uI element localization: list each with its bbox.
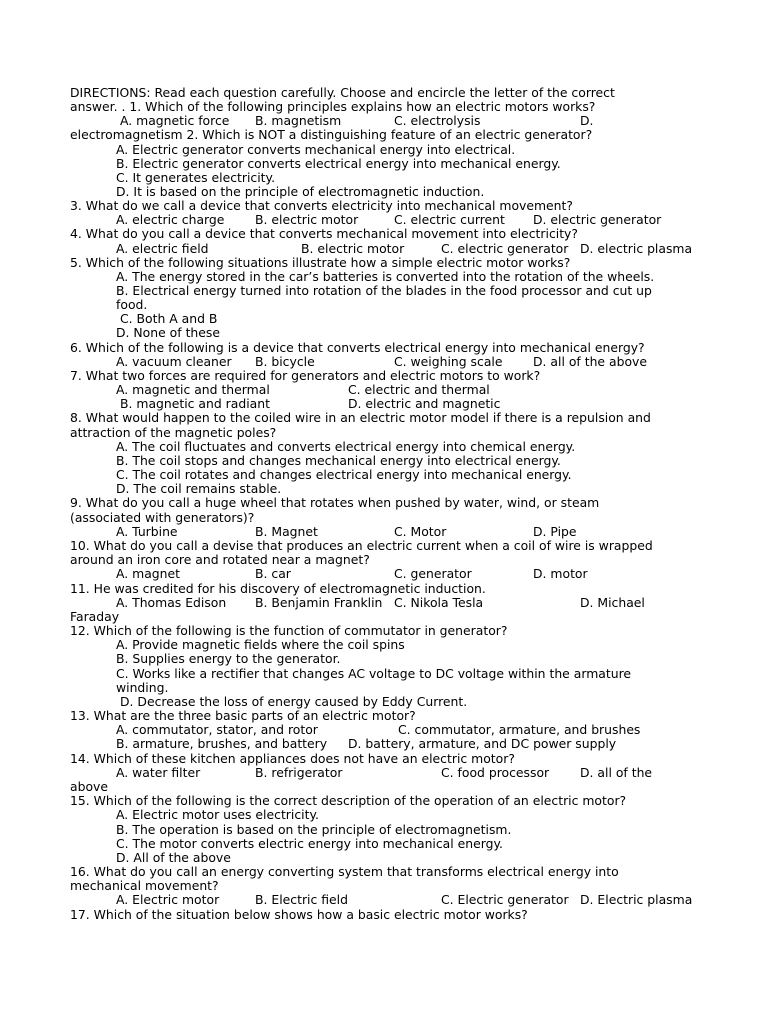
q14-option-d-cont: above — [70, 779, 108, 794]
q5-option-b-cont: food. — [116, 297, 148, 312]
q15-option-a: A. Electric motor uses electricity. — [116, 807, 319, 822]
q11-option-d-cont: Faraday — [70, 609, 120, 624]
q13-option-d: D. battery, armature, and DC power supply — [348, 736, 617, 751]
q8-option-c: C. The coil rotates and changes electrical energy into mechanical energy. — [116, 467, 572, 482]
q7-option-b: B. magnetic and radiant — [120, 396, 270, 411]
q9-question: 9. What do you call a huge wheel that rotates when pushed by water, wind, or steam — [70, 495, 600, 510]
q6-question: 6. Which of the following is a device that converts electrical energy into mechanical energy? — [70, 340, 645, 355]
q12-option-a: A. Provide magnetic fields where the coil spins — [116, 637, 405, 652]
q2-option-a: A. Electric generator converts mechanical energy into electrical. — [116, 142, 516, 157]
q10-option-d: D. motor — [533, 566, 588, 581]
q4-option-a: A. electric field — [116, 241, 209, 256]
q15-question: 15. Which of the following is the correct description of the operation of an electric motor? — [70, 793, 627, 808]
q11-question: 11. He was credited for his discovery of electromagnetic induction. — [70, 581, 486, 596]
q17-question: 17. Which of the situation below shows how a basic electric motor works? — [70, 907, 528, 922]
q12-option-c-cont: winding. — [116, 680, 169, 695]
q8-option-b: B. The coil stops and changes mechanical energy into electrical energy. — [116, 453, 561, 468]
q8-option-d: D. The coil remains stable. — [116, 481, 282, 496]
directions-line-2: answer. . 1. Which of the following principles explains how an electric motors works? — [70, 99, 596, 114]
q10-question: 10. What do you call a devise that produces an electric current when a coil of wire is wrapped — [70, 538, 653, 553]
q9-option-d: D. Pipe — [533, 524, 577, 539]
q9-option-b: B. Magnet — [255, 524, 318, 539]
q5-option-b: B. Electrical energy turned into rotation of the blades in the food processor and cut up — [116, 283, 652, 298]
q13-option-c: C. commutator, armature, and brushes — [398, 722, 641, 737]
q9-option-c: C. Motor — [394, 524, 447, 539]
directions-line-1: DIRECTIONS: Read each question carefully. Choose and encircle the letter of the correct — [70, 85, 615, 100]
q5-option-d: D. None of these — [116, 325, 220, 340]
q7-question: 7. What two forces are required for generators and electric motors to work? — [70, 368, 541, 383]
q13-option-b: B. armature, brushes, and battery — [116, 736, 328, 751]
q5-option-c: C. Both A and B — [120, 311, 218, 326]
q5-question: 5. Which of the following situations illustrate how a simple electric motor works? — [70, 255, 571, 270]
q1-option-b: B. magnetism — [255, 113, 342, 128]
q9-question-cont: (associated with generators)? — [70, 510, 255, 525]
q14-option-a: A. water filter — [116, 765, 201, 780]
q6-option-c: C. weighing scale — [394, 354, 503, 369]
q6-option-d: D. all of the above — [533, 354, 647, 369]
q8-option-a: A. The coil fluctuates and converts electrical energy into chemical energy. — [116, 439, 576, 454]
q7-option-d: D. electric and magnetic — [348, 396, 501, 411]
q8-question: 8. What would happen to the coiled wire in an electric motor model if there is a repulsion and — [70, 410, 651, 425]
q7-option-a: A. magnetic and thermal — [116, 382, 270, 397]
q4-option-c: C. electric generator — [441, 241, 569, 256]
q15-option-c: C. The motor converts electric energy into mechanical energy. — [116, 836, 503, 851]
q1-option-c: C. electrolysis — [394, 113, 481, 128]
q10-option-a: A. magnet — [116, 566, 180, 581]
q11-option-a: A. Thomas Edison — [116, 595, 227, 610]
q12-option-d: D. Decrease the loss of energy caused by Eddy Current. — [120, 694, 468, 709]
q3-option-c: C. electric current — [394, 212, 505, 227]
q13-question: 13. What are the three basic parts of an electric motor? — [70, 708, 416, 723]
q2-option-d: D. It is based on the principle of electromagnetic induction. — [116, 184, 485, 199]
q6-option-a: A. vacuum cleaner — [116, 354, 232, 369]
q12-question: 12. Which of the following is the function of commutator in generator? — [70, 623, 508, 638]
q10-option-c: C. generator — [394, 566, 472, 581]
q16-option-c: C. Electric generator — [441, 892, 569, 907]
q4-question: 4. What do you call a device that converts mechanical movement into electricity? — [70, 226, 578, 241]
q3-option-a: A. electric charge — [116, 212, 225, 227]
q15-option-d: D. All of the above — [116, 850, 231, 865]
q4-option-b: B. electric motor — [301, 241, 405, 256]
q16-question-cont: mechanical movement? — [70, 878, 219, 893]
q7-option-c: C. electric and thermal — [348, 382, 490, 397]
q1-option-d: D. — [580, 113, 594, 128]
q15-option-b: B. The operation is based on the principle of electromagnetism. — [116, 822, 512, 837]
q2-option-c: C. It generates electricity. — [116, 170, 276, 185]
q9-option-a: A. Turbine — [116, 524, 178, 539]
q3-question: 3. What do we call a device that converts electricity into mechanical movement? — [70, 198, 573, 213]
q16-option-a: A. Electric motor — [116, 892, 220, 907]
q12-option-c: C. Works like a rectifier that changes AC voltage to DC voltage within the armature — [116, 666, 632, 681]
q16-question: 16. What do you call an energy converting system that transforms electrical energy into — [70, 864, 619, 879]
q13-option-a: A. commutator, stator, and rotor — [116, 722, 318, 737]
q11-option-b: B. Benjamin Franklin — [255, 595, 383, 610]
q3-option-b: B. electric motor — [255, 212, 359, 227]
q14-option-d: D. all of the — [580, 765, 653, 780]
q2-question: electromagnetism 2. Which is NOT a distinguishing feature of an electric generator? — [70, 127, 593, 142]
q5-option-a: A. The energy stored in the car’s batteries is converted into the rotation of the wheels. — [116, 269, 655, 284]
q14-option-b: B. refrigerator — [255, 765, 343, 780]
q16-option-d: D. Electric plasma — [580, 892, 693, 907]
q8-question-cont: attraction of the magnetic poles? — [70, 425, 277, 440]
q10-option-b: B. car — [255, 566, 291, 581]
q3-option-d: D. electric generator — [533, 212, 662, 227]
q12-option-b: B. Supplies energy to the generator. — [116, 651, 341, 666]
q11-option-c: C. Nikola Tesla — [394, 595, 484, 610]
q4-option-d: D. electric plasma — [580, 241, 693, 256]
q14-option-c: C. food processor — [441, 765, 550, 780]
q10-question-cont: around an iron core and rotated near a magnet? — [70, 552, 370, 567]
q11-option-d: D. Michael — [580, 595, 645, 610]
q1-option-a: A. magnetic force — [120, 113, 230, 128]
q6-option-b: B. bicycle — [255, 354, 315, 369]
q2-option-b: B. Electric generator converts electrical energy into mechanical energy. — [116, 156, 561, 171]
q14-question: 14. Which of these kitchen appliances does not have an electric motor? — [70, 751, 515, 766]
q16-option-b: B. Electric field — [255, 892, 348, 907]
